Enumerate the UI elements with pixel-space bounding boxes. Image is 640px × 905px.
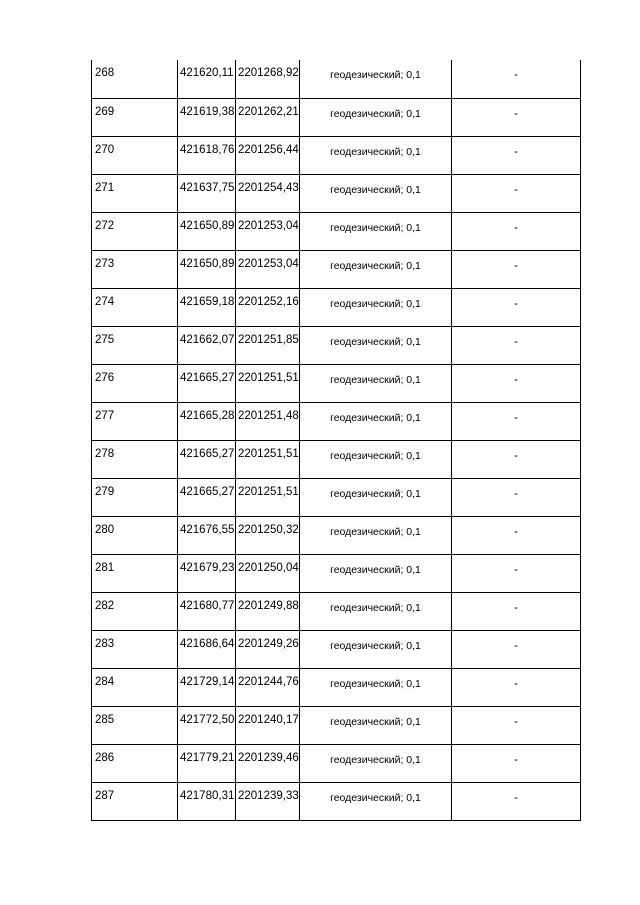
note-cell: - [452,782,581,820]
table-row [92,706,581,744]
table-row [92,136,581,174]
point-number-cell: 285 [92,706,178,744]
x-coordinate-cell: 421650,89 [178,212,236,250]
table-row [92,516,581,554]
method-accuracy-cell: геодезический; 0,1 [300,782,452,820]
note-cell: - [452,288,581,326]
x-coordinate-cell: 421665,27 [178,440,236,478]
y-coordinate-cell: 2201250,32 [236,516,300,554]
coordinates-table [91,60,581,821]
note-cell: - [452,250,581,288]
method-accuracy-cell: геодезический; 0,1 [300,136,452,174]
y-coordinate-cell: 2201251,51 [236,364,300,402]
note-cell: - [452,744,581,782]
note-cell: - [452,668,581,706]
table-row [92,554,581,592]
method-accuracy-cell: геодезический; 0,1 [300,60,452,98]
table-row [92,98,581,136]
note-cell: - [452,364,581,402]
x-coordinate-cell: 421650,89 [178,250,236,288]
point-number-cell: 268 [92,60,178,98]
x-coordinate-cell: 421659,18 [178,288,236,326]
method-accuracy-cell: геодезический; 0,1 [300,326,452,364]
table-row [92,288,581,326]
note-cell: - [452,554,581,592]
point-number-cell: 272 [92,212,178,250]
y-coordinate-cell: 2201256,44 [236,136,300,174]
table-row [92,402,581,440]
table-row [92,60,581,98]
y-coordinate-cell: 2201249,26 [236,630,300,668]
note-cell: - [452,592,581,630]
method-accuracy-cell: геодезический; 0,1 [300,402,452,440]
y-coordinate-cell: 2201244,76 [236,668,300,706]
y-coordinate-cell: 2201268,92 [236,60,300,98]
table-row [92,592,581,630]
point-number-cell: 275 [92,326,178,364]
point-number-cell: 286 [92,744,178,782]
x-coordinate-cell: 421676,55 [178,516,236,554]
table-row [92,174,581,212]
method-accuracy-cell: геодезический; 0,1 [300,174,452,212]
y-coordinate-cell: 2201239,46 [236,744,300,782]
point-number-cell: 270 [92,136,178,174]
table-row [92,744,581,782]
table-row [92,668,581,706]
note-cell: - [452,516,581,554]
note-cell: - [452,326,581,364]
table-row [92,326,581,364]
note-cell: - [452,212,581,250]
table-row [92,212,581,250]
point-number-cell: 273 [92,250,178,288]
y-coordinate-cell: 2201253,04 [236,212,300,250]
x-coordinate-cell: 421679,23 [178,554,236,592]
point-number-cell: 271 [92,174,178,212]
point-number-cell: 283 [92,630,178,668]
note-cell: - [452,440,581,478]
method-accuracy-cell: геодезический; 0,1 [300,364,452,402]
y-coordinate-cell: 2201254,43 [236,174,300,212]
x-coordinate-cell: 421662,07 [178,326,236,364]
y-coordinate-cell: 2201251,51 [236,478,300,516]
method-accuracy-cell: геодезический; 0,1 [300,288,452,326]
point-number-cell: 277 [92,402,178,440]
method-accuracy-cell: геодезический; 0,1 [300,440,452,478]
y-coordinate-cell: 2201252,16 [236,288,300,326]
note-cell: - [452,706,581,744]
x-coordinate-cell: 421779,21 [178,744,236,782]
table-row [92,440,581,478]
x-coordinate-cell: 421619,38 [178,98,236,136]
point-number-cell: 279 [92,478,178,516]
y-coordinate-cell: 2201251,51 [236,440,300,478]
coordinates-table-body [92,60,581,820]
table-row [92,630,581,668]
table-row [92,478,581,516]
y-coordinate-cell: 2201239,33 [236,782,300,820]
y-coordinate-cell: 2201249,88 [236,592,300,630]
x-coordinate-cell: 421618,76 [178,136,236,174]
note-cell: - [452,174,581,212]
y-coordinate-cell: 2201240,17 [236,706,300,744]
point-number-cell: 282 [92,592,178,630]
table-row [92,364,581,402]
y-coordinate-cell: 2201251,48 [236,402,300,440]
point-number-cell: 284 [92,668,178,706]
x-coordinate-cell: 421620,11 [178,60,236,98]
method-accuracy-cell: геодезический; 0,1 [300,478,452,516]
method-accuracy-cell: геодезический; 0,1 [300,516,452,554]
method-accuracy-cell: геодезический; 0,1 [300,592,452,630]
method-accuracy-cell: геодезический; 0,1 [300,668,452,706]
y-coordinate-cell: 2201251,85 [236,326,300,364]
note-cell: - [452,98,581,136]
point-number-cell: 274 [92,288,178,326]
x-coordinate-cell: 421665,27 [178,364,236,402]
x-coordinate-cell: 421665,27 [178,478,236,516]
note-cell: - [452,136,581,174]
point-number-cell: 278 [92,440,178,478]
x-coordinate-cell: 421772,50 [178,706,236,744]
point-number-cell: 276 [92,364,178,402]
x-coordinate-cell: 421729,14 [178,668,236,706]
x-coordinate-cell: 421780,31 [178,782,236,820]
method-accuracy-cell: геодезический; 0,1 [300,706,452,744]
y-coordinate-cell: 2201262,21 [236,98,300,136]
note-cell: - [452,402,581,440]
method-accuracy-cell: геодезический; 0,1 [300,744,452,782]
note-cell: - [452,630,581,668]
method-accuracy-cell: геодезический; 0,1 [300,630,452,668]
method-accuracy-cell: геодезический; 0,1 [300,212,452,250]
method-accuracy-cell: геодезический; 0,1 [300,250,452,288]
note-cell: - [452,60,581,98]
method-accuracy-cell: геодезический; 0,1 [300,554,452,592]
table-row [92,782,581,820]
note-cell: - [452,478,581,516]
method-accuracy-cell: геодезический; 0,1 [300,98,452,136]
x-coordinate-cell: 421665,28 [178,402,236,440]
point-number-cell: 287 [92,782,178,820]
point-number-cell: 269 [92,98,178,136]
x-coordinate-cell: 421637,75 [178,174,236,212]
y-coordinate-cell: 2201250,04 [236,554,300,592]
table-row [92,250,581,288]
x-coordinate-cell: 421680,77 [178,592,236,630]
x-coordinate-cell: 421686,64 [178,630,236,668]
point-number-cell: 281 [92,554,178,592]
y-coordinate-cell: 2201253,04 [236,250,300,288]
point-number-cell: 280 [92,516,178,554]
